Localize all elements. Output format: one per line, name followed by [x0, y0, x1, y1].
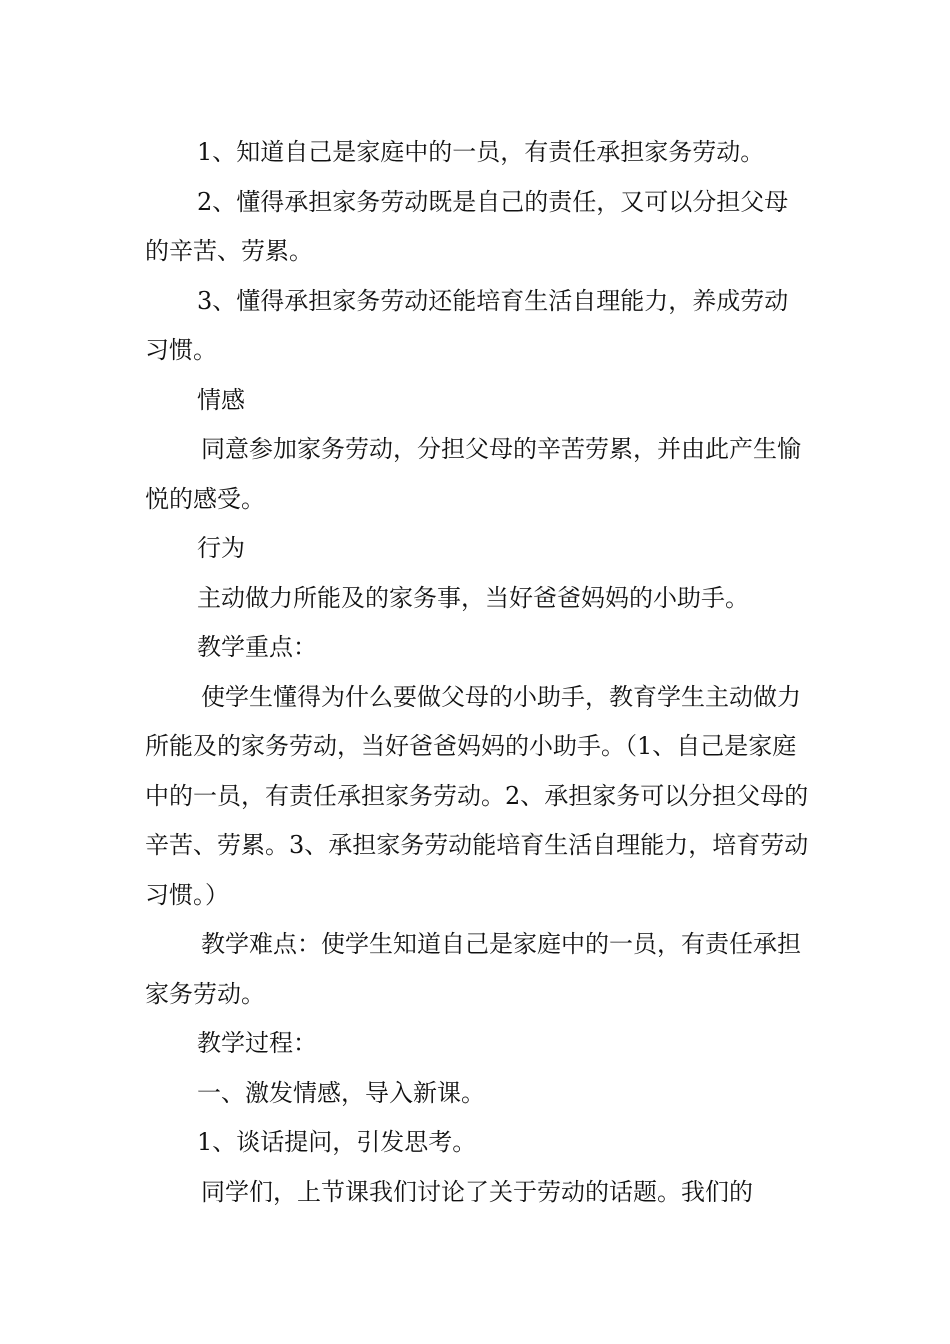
heading-teaching-process: 教学过程：	[197, 1029, 317, 1057]
paragraph-dialogue: 同学们，上节课我们讨论了关于劳动的话题。我们的	[201, 1177, 753, 1206]
paragraph-teaching-focus: 使学生懂得为什么要做父母的小助手，教育学生主动做力所能及的家务劳动，当好爸爸妈妈的小助手。（1、自己是家庭中的一员，有责任承担家务劳动。2、承担家务可以分担父母的辛苦、劳累。3、承担家务劳动能培育生活自理能力，培育劳动习惯。）	[145, 682, 809, 909]
paragraph-behavior: 主动做力所能及的家务事，当好爸爸妈妈的小助手。	[197, 583, 749, 612]
heading-behavior: 行为	[197, 534, 245, 562]
paragraph-goal-2: 2、懂得承担家务劳动既是自己的责任，又可以分担父母的辛苦、劳累。	[145, 187, 789, 265]
heading-emotion: 情感	[197, 385, 245, 414]
paragraph-teaching-difficulty: 教学难点：使学生知道自己是家庭中的一员，有责任承担家务劳动。	[145, 930, 801, 1008]
document-body	[145, 128, 810, 1217]
subsection-heading-1: 1、谈话提问，引发思考。	[197, 1128, 477, 1156]
section-heading-1: 一、激发情感，导入新课。	[197, 1078, 485, 1107]
paragraph-goal-3: 3、懂得承担家务劳动还能培育生活自理能力，养成劳动习惯。	[145, 286, 789, 364]
heading-teaching-focus: 教学重点：	[197, 633, 317, 661]
paragraph-goal-1: 1、知道自己是家庭中的一员，有责任承担家务劳动。	[197, 138, 765, 166]
paragraph-emotion: 同意参加家务劳动，分担父母的辛苦劳累，并由此产生愉悦的感受。	[145, 435, 801, 513]
